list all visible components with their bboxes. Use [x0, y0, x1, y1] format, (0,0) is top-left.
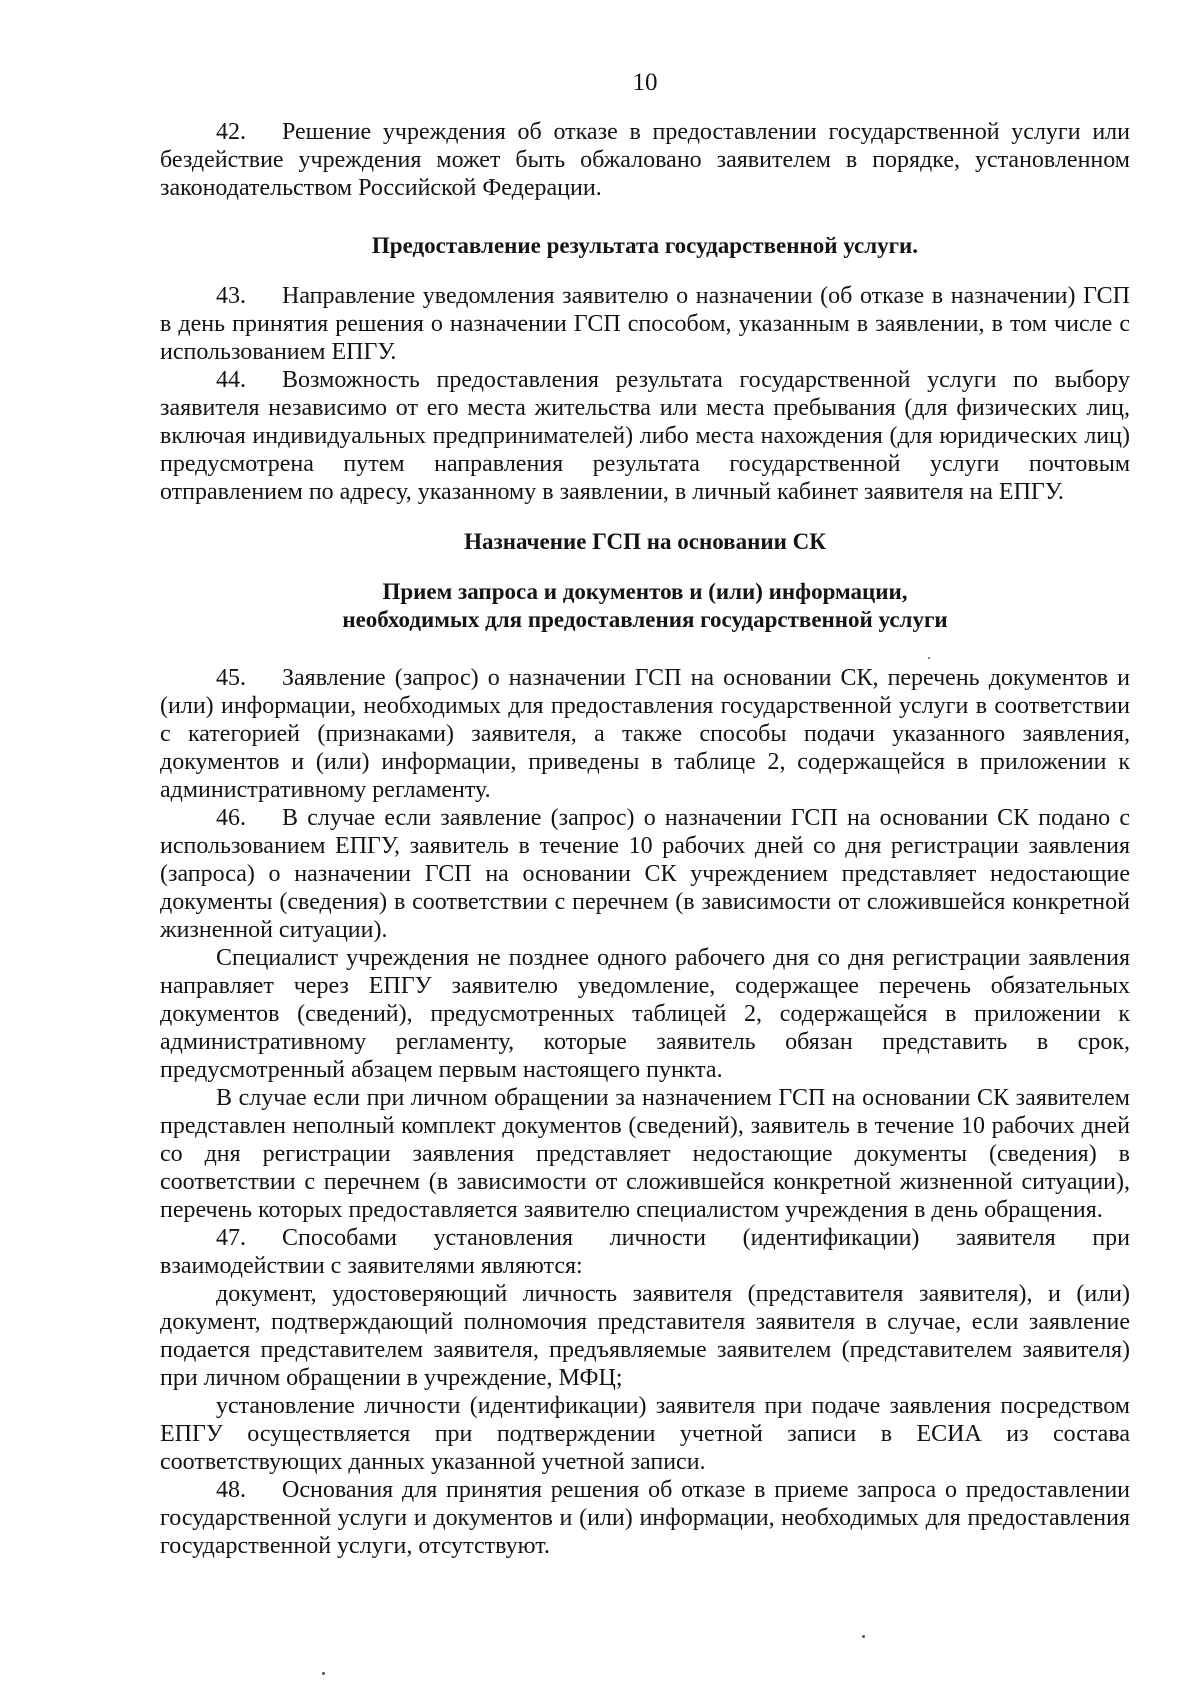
paragraph-number: 45.: [216, 665, 246, 691]
paragraph-text: Возможность предоставления результата государственной услуги по выбору заявителя независимо от его места жительства или места пребывания (для физических лиц, включая индивидуальных предпринимателей) либо места нахождения (для юридических лиц) предусмотрена путем направления результата государственной услуги почтовым отправлением по адресу, указанному в заявлении, в личный кабинет заявителя на ЕПГУ.: [160, 367, 1130, 505]
paragraph-43: [160, 282, 1130, 366]
heading-reception-line2: необходимых для предоставления государственной услуги: [342, 607, 948, 632]
paragraph-text: Заявление (запрос) о назначении ГСП на основании СК, перечень документов и (или) информации, необходимых для предоставления государственной услуги в соответствии с категорией (признаками) заявителя, а также способы подачи указанного заявления, документов и (или) информации, приведены в таблице 2, содержащейся в приложении к административному регламенту.: [160, 665, 1130, 803]
paragraph-number: 42.: [216, 119, 246, 145]
paragraph-47: [160, 1224, 1130, 1280]
paragraph-42: [160, 118, 1130, 202]
paragraph-46: [160, 804, 1130, 944]
paragraph-48: [160, 1476, 1130, 1560]
paragraph-44: [160, 366, 1130, 506]
paragraph-number: 44.: [216, 367, 246, 393]
page-number: 10: [632, 69, 658, 96]
heading-sk: Назначение ГСП на основании СК: [464, 529, 826, 554]
heading-reception-line1: Прием запроса и документов и (или) информации,: [382, 579, 908, 604]
heading-result: Предоставление результата государственной услуги.: [371, 233, 919, 258]
paragraph-number: 46.: [216, 805, 246, 831]
scan-speck: [928, 657, 930, 659]
paragraph-number: 47.: [216, 1225, 246, 1251]
paragraph-text: Направление уведомления заявителю о назначении (об отказе в назначении) ГСП в день принятия решения о назначении ГСП способом, указанным в заявлении, в том числе с использованием ЕПГУ.: [160, 283, 1130, 365]
paragraph-number: 48.: [216, 1477, 246, 1503]
paragraph-47-epgu: установление личности (идентификации) заявителя при подаче заявления посредством ЕПГУ осуществляется при подтверждении учетной записи в ЕСИА из состава соответствующих данных указанной учетной записи.: [160, 1393, 1130, 1475]
paragraph-text: В случае если заявление (запрос) о назначении ГСП на основании СК подано с использованием ЕПГУ, заявитель в течение 10 рабочих дней со дня регистрации заявления (запроса) о назначении ГСП на основании СК учреждением представляет недостающие документы (сведения) в соответствии с перечнем (в зависимости от сложившейся конкретной жизненной ситуации).: [160, 805, 1130, 943]
paragraph-text: Способами установления личности (идентификации) заявителя при взаимодействии с заявителями являются:: [160, 1225, 1130, 1279]
scan-speck: [862, 1635, 865, 1638]
paragraph-45: [160, 664, 1130, 804]
paragraph-number: 43.: [216, 283, 246, 309]
paragraph-46-personal: В случае если при личном обращении за назначением ГСП на основании СК заявителем представлен неполный комплект документов (сведений), заявитель в течение 10 рабочих дней со дня регистрации заявления представляет недостающие документы (сведения) в соответствии с перечнем (в зависимости от сложившейся конкретной жизненной ситуации), перечень которых предоставляется заявителю специалистом учреждения в день обращения.: [160, 1085, 1130, 1223]
paragraph-text: Решение учреждения об отказе в предоставлении государственной услуги или бездействие учреждения может быть обжаловано заявителем в порядке, установленном законодательством Российской Федерации.: [160, 119, 1130, 201]
paragraph-46-specialist: Специалист учреждения не позднее одного рабочего дня со дня регистрации заявления направляет через ЕПГУ заявителю уведомление, содержащее перечень обязательных документов (сведений), предусмотренных таблицей 2, содержащейся в приложении к административному регламенту, которые заявитель обязан представить в срок, предусмотренный абзацем первым настоящего пункта.: [160, 945, 1130, 1083]
paragraph-text: Основания для принятия решения об отказе в приеме запроса о предоставлении государственной услуги и документов и (или) информации, необходимых для предоставления государственной услуги, отсутствуют.: [160, 1477, 1130, 1559]
scan-speck: [322, 1672, 325, 1675]
paragraph-47-document: документ, удостоверяющий личность заявителя (представителя заявителя), и (или) документ, подтверждающий полномочия представителя заявителя в случае, если заявление подается представителем заявителя, предъявляемые заявителем (представителем заявителя) при личном обращении в учреждение, МФЦ;: [160, 1281, 1130, 1391]
